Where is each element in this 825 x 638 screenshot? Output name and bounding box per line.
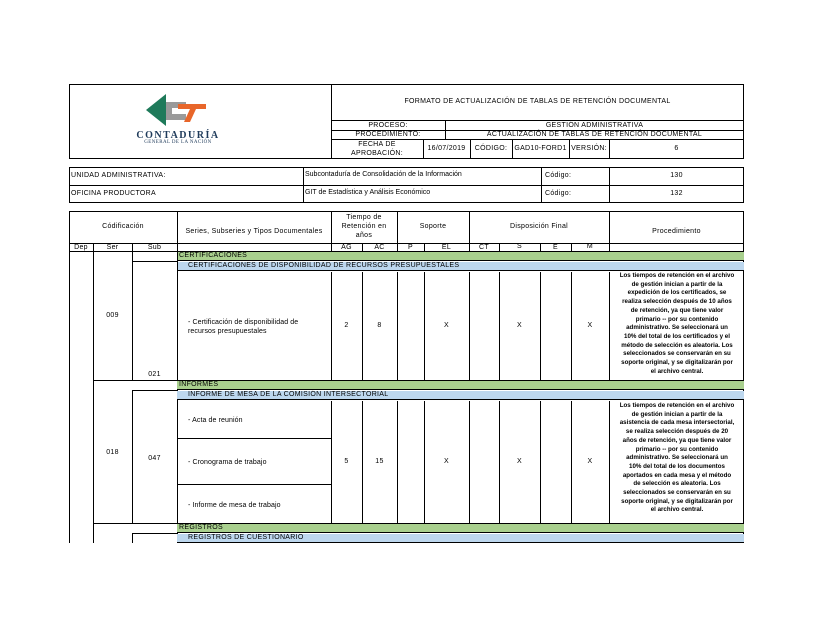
codigo-label: CÓDIGO: xyxy=(474,145,508,152)
proceso-value: GESTIÓN ADMINISTRATIVA xyxy=(545,122,644,129)
procedure-line: expedición de los certificados, se xyxy=(627,289,727,297)
tiempo-header: Tiempo de Retención en años xyxy=(341,214,387,239)
subseries-code: 021 xyxy=(148,371,161,378)
m-mark: X xyxy=(587,458,593,465)
procedure-line: aportados en cada mesa y el método xyxy=(622,471,732,479)
series-header: Series, Subseries y Tipos Documentales xyxy=(185,228,323,235)
proceso-label: PROCESO: xyxy=(368,122,408,129)
codigo-value: GAD10-FORD1 xyxy=(514,145,567,152)
series-title: REGISTROS xyxy=(179,524,223,531)
procedimiento-header: Procedimiento xyxy=(652,228,701,235)
procedure-line: Los tiempos de retención en el archivo xyxy=(619,272,735,279)
procedure-line: de retención, ya que tiene valor xyxy=(630,306,724,314)
procedure-line: primario -- por su contenido xyxy=(635,315,719,323)
m-mark: X xyxy=(587,322,593,329)
series-code: 018 xyxy=(106,449,119,456)
sub-header: Sub xyxy=(147,244,162,251)
op-code-label: Código: xyxy=(545,190,572,197)
series-code: 009 xyxy=(106,312,119,319)
ua-code-value: 130 xyxy=(670,172,683,179)
procedure-line: de selección es aleatoria. Los xyxy=(633,480,721,488)
ac-value: 15 xyxy=(375,458,384,465)
op-code-value: 132 xyxy=(670,190,683,197)
procedure-line: Los tiempos de retención en el archivo xyxy=(619,402,735,409)
contaduria-logo-icon xyxy=(128,92,228,132)
s-mark: X xyxy=(517,322,522,329)
unidad-administrativa-value: Subcontaduría de Consolidación de la Información xyxy=(305,171,462,178)
el-mark: X xyxy=(444,322,449,329)
series-band xyxy=(177,381,744,390)
logo xyxy=(128,92,228,144)
series-band xyxy=(177,252,744,261)
procedure-line: realiza selección después de 10 años xyxy=(622,298,732,306)
procedure-line: administrativo. Se seleccionará un xyxy=(626,324,728,332)
procedure-line: seleccionados se conservarán en su xyxy=(623,489,731,497)
unidad-administrativa-label: UNIDAD ADMINISTRATIVA: xyxy=(71,172,166,179)
ag-value: 2 xyxy=(344,322,349,329)
s-mark: X xyxy=(517,458,522,465)
series-title: CERTIFICACIONES xyxy=(179,252,248,259)
document-type: - Cronograma de trabajo xyxy=(188,459,267,466)
procedure-line: método de selección es aleatoria. Los xyxy=(621,341,733,349)
oficina-productora-value: GIT de Estadística y Análisis Económico xyxy=(305,189,431,196)
procedure-line: de gestión inician a partir de la xyxy=(631,280,723,288)
procedure-line: de gestión inician a partir de la xyxy=(631,410,723,418)
procedure-line: primario -- por su contenido xyxy=(635,445,719,453)
procedimiento-value: ACTUALIZACIÓN DE TABLAS DE RETENCIÓN DOCUMENTAL xyxy=(486,131,703,138)
fecha-value: 16/07/2019 xyxy=(427,145,466,152)
disposicion-header: Disposición Final xyxy=(509,223,568,230)
procedure-line: se realiza selección después de 20 xyxy=(625,428,729,436)
ag-header: AG xyxy=(341,244,352,251)
procedure-line: 10% del total de los certificados y el xyxy=(624,332,730,340)
e-header: E xyxy=(553,244,558,251)
s-header: S xyxy=(517,243,522,250)
ag-value: 5 xyxy=(344,458,349,465)
m-header: M xyxy=(586,243,594,250)
procedure-line: el archivo central. xyxy=(650,367,704,375)
logo-name: CONTADURÍA xyxy=(136,130,220,141)
ac-header: AC xyxy=(374,244,385,251)
procedure-line: 10% del total de los documentos xyxy=(629,462,725,470)
procedimiento-label: PROCEDIMIENTO: xyxy=(355,131,421,138)
subseries-code: 047 xyxy=(148,455,161,462)
procedure-line: soporte original, y se digitalizarán por xyxy=(621,497,733,505)
procedure-text xyxy=(610,402,744,515)
ac-value: 8 xyxy=(377,322,382,329)
dep-header: Dep xyxy=(74,244,88,251)
procedure-line: asistencia de cada mesa intersectorial, xyxy=(619,419,735,427)
document-type: - Acta de reunión xyxy=(188,417,243,424)
form-title: FORMATO DE ACTUALIZACIÓN DE TABLAS DE RETENCIÓN DOCUMENTAL xyxy=(404,98,671,105)
ua-code-label: Código: xyxy=(545,172,572,179)
procedure-text xyxy=(610,272,744,376)
subseries-title: CERTIFICACIONES DE DISPONIBILIDAD DE RECURSOS PRESUPUESTALES xyxy=(188,262,460,269)
subseries-title: REGISTROS DE CUESTIONARIO xyxy=(188,534,304,541)
logo-subtitle: GENERAL DE LA NACIÓN xyxy=(144,140,212,145)
document-type: - Certificación de disponibilidad de recursos presupuestales xyxy=(188,319,299,335)
p-header: P xyxy=(408,244,413,251)
procedure-line: seleccionados se conservarán en su xyxy=(623,350,731,358)
series-band xyxy=(177,524,744,533)
procedure-line: el archivo central. xyxy=(650,506,704,514)
series-title: INFORMES xyxy=(179,381,219,388)
procedure-line: años de retención, ya que tiene valor xyxy=(622,436,732,444)
fecha-label: FECHA DE APROBACIÓN: xyxy=(351,141,403,157)
el-header: EL xyxy=(441,244,452,251)
procedure-line: administrativo. Se seleccionará un xyxy=(626,454,728,462)
subseries-title: INFORME DE MESA DE LA COMISIÓN INTERSECTORIAL xyxy=(188,391,389,398)
codificacion-header: Códificación xyxy=(102,223,144,230)
ser-header: Ser xyxy=(106,244,119,251)
oficina-productora-label: OFICINA PRODUCTORA xyxy=(71,190,157,197)
version-label: VERSIÓN: xyxy=(571,145,607,152)
soporte-header: Soporte xyxy=(419,223,447,230)
version-value: 6 xyxy=(674,145,679,152)
el-mark: X xyxy=(444,458,449,465)
ct-header: CT xyxy=(479,244,489,251)
procedure-line: soporte original, y se digitalizarán por xyxy=(621,359,733,367)
document-type: - Informe de mesa de trabajo xyxy=(188,502,281,509)
